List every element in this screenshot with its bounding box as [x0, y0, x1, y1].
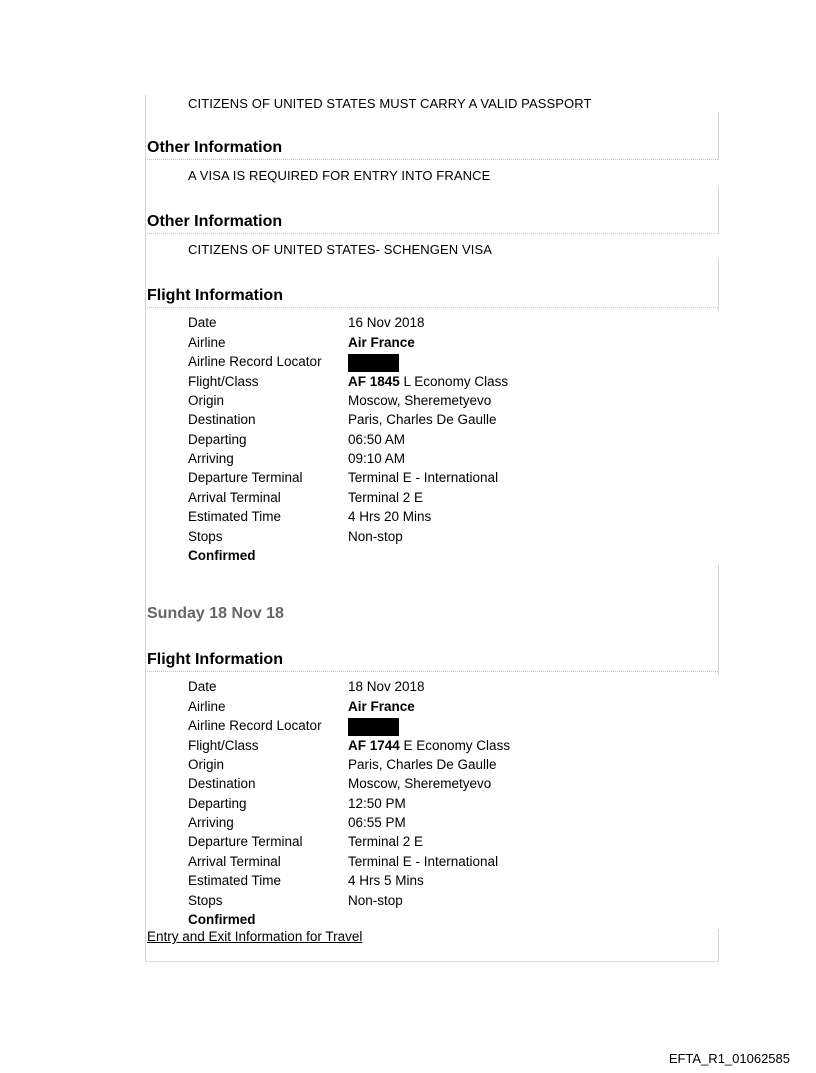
entry-exit-information-link[interactable]: Entry and Exit Information for Travel: [147, 929, 363, 944]
destination-label: Destination: [188, 776, 256, 791]
stops-label: Stops: [188, 529, 223, 544]
flight-class-label: Flight/Class: [188, 738, 259, 753]
frame-right-border: [718, 186, 719, 234]
frame-right-border: [718, 929, 719, 962]
arriving-label: Arriving: [188, 451, 234, 466]
destination-label: Destination: [188, 412, 256, 427]
flight-class-value: [348, 372, 508, 391]
airline-label: Airline: [188, 335, 226, 350]
flight-class-value: [348, 736, 510, 755]
frame-left-border: [145, 95, 146, 962]
origin-label: Origin: [188, 393, 225, 408]
redaction-block: [348, 354, 399, 372]
arrival-terminal-label: Arrival Terminal: [188, 854, 281, 869]
airline-value: Air France: [348, 699, 415, 714]
flight1-status: Confirmed: [188, 548, 256, 563]
date-label: Date: [188, 679, 217, 694]
arriving-value: 06:55 PM: [348, 815, 406, 830]
destination-value: Moscow, Sheremetyevo: [348, 776, 492, 791]
flight2-status: Confirmed: [188, 912, 256, 927]
date-value: 18 Nov 2018: [348, 679, 425, 694]
date-value: 16 Nov 2018: [348, 315, 425, 330]
flight-number: AF 1845: [348, 374, 400, 389]
frame-right-border: [718, 112, 719, 160]
day-heading: Sunday 18 Nov 18: [147, 605, 284, 622]
arrival-terminal-value: Terminal E - International: [348, 854, 499, 869]
origin-value: Paris, Charles De Gaulle: [348, 757, 497, 772]
arriving-label: Arriving: [188, 815, 234, 830]
estimated-time-value: 4 Hrs 20 Mins: [348, 509, 432, 524]
other-information-heading: Other Information: [147, 213, 718, 234]
estimated-time-label: Estimated Time: [188, 873, 282, 888]
flight-class-label: Flight/Class: [188, 374, 259, 389]
departure-terminal-label: Departure Terminal: [188, 834, 303, 849]
flight-information-heading: Flight Information: [147, 287, 718, 308]
frame-bottom-border: [145, 961, 719, 962]
frame-right-border: [718, 258, 719, 311]
stops-value: Non-stop: [348, 893, 403, 908]
arrival-terminal-label: Arrival Terminal: [188, 490, 281, 505]
estimated-time-label: Estimated Time: [188, 509, 282, 524]
airline-value: Air France: [348, 335, 415, 350]
redaction-block: [348, 718, 399, 736]
departing-value: 12:50 PM: [348, 796, 406, 811]
record-locator-value: [348, 716, 399, 736]
flight-number: AF 1744: [348, 738, 400, 753]
origin-value: Moscow, Sheremetyevo: [348, 393, 492, 408]
record-locator-label: Airline Record Locator: [188, 354, 322, 369]
schengen-note: CITIZENS OF UNITED STATES- SCHENGEN VISA: [188, 242, 492, 257]
other-information-heading: Other Information: [147, 139, 718, 160]
record-locator-label: Airline Record Locator: [188, 718, 322, 733]
destination-value: Paris, Charles De Gaulle: [348, 412, 497, 427]
frame-right-border: [718, 565, 719, 675]
departing-value: 06:50 AM: [348, 432, 406, 447]
stops-value: Non-stop: [348, 529, 403, 544]
booking-class: E Economy Class: [399, 738, 511, 753]
departing-label: Departing: [188, 796, 247, 811]
origin-label: Origin: [188, 757, 225, 772]
airline-label: Airline: [188, 699, 226, 714]
arriving-value: 09:10 AM: [348, 451, 406, 466]
flight-information-heading: Flight Information: [147, 651, 718, 672]
document-id: EFTA_R1_01062585: [668, 1051, 790, 1066]
departing-label: Departing: [188, 432, 247, 447]
departure-terminal-value: Terminal E - International: [348, 470, 499, 485]
record-locator-value: [348, 352, 399, 372]
estimated-time-value: 4 Hrs 5 Mins: [348, 873, 424, 888]
departure-terminal-label: Departure Terminal: [188, 470, 303, 485]
booking-class: L Economy Class: [399, 374, 509, 389]
visa-required-note: A VISA IS REQUIRED FOR ENTRY INTO FRANCE: [188, 168, 491, 183]
stops-label: Stops: [188, 893, 223, 908]
arrival-terminal-value: Terminal 2 E: [348, 490, 424, 505]
date-label: Date: [188, 315, 217, 330]
departure-terminal-value: Terminal 2 E: [348, 834, 424, 849]
passport-note: CITIZENS OF UNITED STATES MUST CARRY A VALID PASSPORT: [188, 96, 592, 111]
